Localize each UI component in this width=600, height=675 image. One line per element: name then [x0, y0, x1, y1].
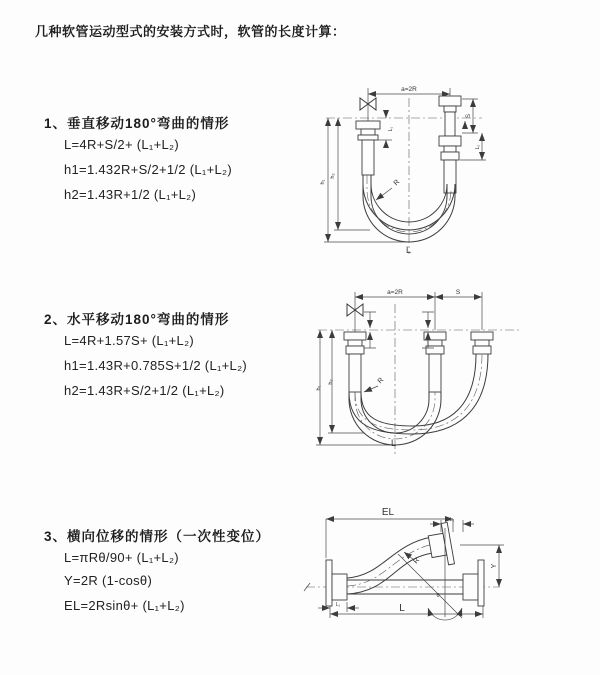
section2-formula-h1: h1=1.43R+0.785S+1/2 (L₁+L₂)	[64, 358, 248, 373]
span-dimension	[355, 289, 482, 330]
dim-label-radius: R	[392, 178, 402, 188]
dim-label-length: L	[391, 438, 397, 448]
section1-formula-h2: h2=1.43R+1/2 (L₁+L₂)	[64, 187, 197, 202]
dim-label-y: Y	[491, 563, 498, 569]
page-title: 几种软管运动型式的安装方式时，软管的长度计算：	[35, 24, 346, 39]
dim-label-theta: θ	[436, 593, 440, 599]
dim-label-travel: S	[455, 289, 461, 296]
right-pipe-fitting	[439, 96, 465, 193]
dim-label-h2: h₂	[328, 379, 334, 385]
section3-formula-y: Y=2R (1-cosθ)	[64, 573, 153, 588]
section1-formula-l: L=4R+S/2+ (L₁+L₂)	[64, 137, 179, 152]
valve-symbol	[347, 292, 363, 332]
dim-label-l1: L₁	[388, 126, 394, 132]
s-dimension	[462, 99, 478, 133]
dim-label-h1: h₁	[320, 179, 326, 185]
valve-symbol	[360, 88, 376, 121]
dim-label-length: L	[399, 603, 405, 614]
radius-callout	[364, 377, 385, 392]
section2-formula-l: L=4R+1.57S+ (L₁+L₂)	[64, 333, 195, 348]
l1-dimension	[318, 602, 359, 612]
diagram-horizontal-180-bend	[308, 284, 600, 460]
upper-flange	[427, 522, 455, 567]
dim-label-h1: h₁	[316, 385, 322, 391]
centerlines	[326, 98, 482, 254]
dim-label-radius: R	[376, 376, 386, 386]
dim-label-length: L	[406, 245, 412, 255]
section3-formula-el: EL=2Rsinθ+ (L₁+L₂)	[64, 598, 185, 613]
dim-label-span: a=2R	[387, 289, 403, 296]
left-flange	[326, 560, 347, 606]
dim-label-l2: L₂	[475, 144, 481, 150]
left-pipe-fitting	[344, 332, 366, 392]
section3-formula-l: L=πRθ/90+ (L₁+L₂)	[64, 550, 179, 565]
right-pipe-fitting	[471, 332, 493, 354]
section2-heading: 2、水平移动180°弯曲的情形	[44, 312, 230, 327]
displaced-hose	[347, 522, 454, 594]
span-dimension	[368, 86, 450, 98]
hose-wide-u	[349, 354, 488, 434]
section2-formula-h2: h2=1.43R+S/2+1/2 (L₁+L₂)	[64, 383, 225, 398]
dim-label-el: EL	[381, 507, 395, 518]
radius-callout	[376, 179, 401, 200]
dim-label-l1: L₁	[335, 602, 341, 608]
dim-label-l2: L₂	[449, 517, 455, 523]
dim-label-h2: h₂	[330, 173, 336, 179]
section1-formula-h1: h1=1.432R+S/2+1/2 (L₁+L₂)	[64, 162, 232, 177]
section1-heading: 1、垂直移动180°弯曲的情形	[44, 116, 230, 131]
straight-position-pipe	[347, 560, 484, 606]
diagram-lateral-displacement	[300, 498, 600, 648]
dim-label-span: a=2R	[401, 86, 417, 93]
dim-label-s: S	[466, 113, 472, 119]
section3-heading: 3、横向位移的情形（一次性变位）	[44, 529, 271, 544]
l2-dimension	[460, 133, 486, 160]
diagram-vertical-180-bend	[312, 76, 600, 258]
left-pipe-fitting	[356, 121, 380, 175]
middle-pipe-fitting	[424, 332, 446, 392]
dim-label-radius: R	[412, 556, 422, 566]
